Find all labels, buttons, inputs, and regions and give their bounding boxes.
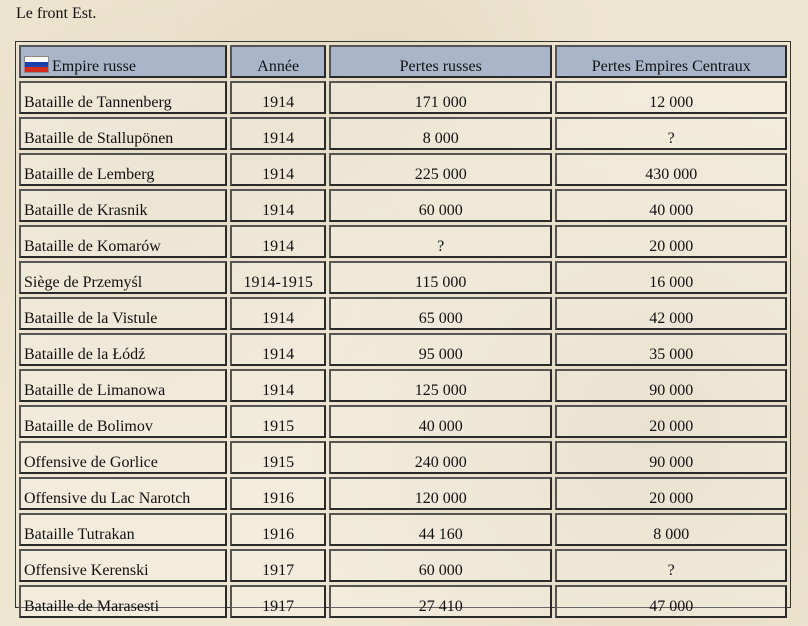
table-row	[19, 261, 787, 294]
central-powers-losses-cell: 20 000	[555, 225, 787, 258]
header-empire-russe-label: Empire russe	[52, 58, 136, 75]
table-row	[19, 549, 787, 582]
russian-losses-cell: 95 000	[329, 333, 552, 366]
battle-name-cell: Bataille Tutrakan	[19, 513, 227, 546]
table-row	[19, 333, 787, 366]
central-powers-losses-cell: ?	[555, 117, 787, 150]
table-row	[19, 441, 787, 474]
year-cell: 1914	[230, 117, 326, 150]
russian-losses-cell: 60 000	[329, 549, 552, 582]
header-pertes-empires-centraux: Pertes Empires Centraux	[555, 45, 787, 78]
year-cell: 1914	[230, 333, 326, 366]
header-empire-russe	[19, 45, 227, 78]
central-powers-losses-cell: 430 000	[555, 153, 787, 186]
russian-losses-cell: ?	[329, 225, 552, 258]
year-cell: 1915	[230, 441, 326, 474]
russian-losses-cell: 240 000	[329, 441, 552, 474]
russian-losses-cell: 40 000	[329, 405, 552, 438]
central-powers-losses-cell: 12 000	[555, 81, 787, 114]
table-row	[19, 513, 787, 546]
header-annee: Année	[230, 45, 326, 78]
battle-name-cell: Offensive de Gorlice	[19, 441, 227, 474]
central-powers-losses-cell: 8 000	[555, 513, 787, 546]
central-powers-losses-cell: 20 000	[555, 405, 787, 438]
battle-name-cell: Bataille de Tannenberg	[19, 81, 227, 114]
table-caption: Le front Est.	[16, 5, 97, 22]
year-cell: 1914	[230, 153, 326, 186]
year-cell: 1914	[230, 225, 326, 258]
year-cell: 1914-1915	[230, 261, 326, 294]
header-pertes-russes: Pertes russes	[329, 45, 552, 78]
battle-name-cell: Bataille de Limanowa	[19, 369, 227, 402]
central-powers-losses-cell: 90 000	[555, 369, 787, 402]
losses-table	[16, 42, 790, 621]
russian-losses-cell: 125 000	[329, 369, 552, 402]
battle-name-cell: Bataille de Krasnik	[19, 189, 227, 222]
year-cell: 1914	[230, 369, 326, 402]
russian-flag-icon	[24, 56, 49, 73]
table-row	[19, 405, 787, 438]
table-row	[19, 297, 787, 330]
russian-losses-cell: 225 000	[329, 153, 552, 186]
central-powers-losses-cell: 35 000	[555, 333, 787, 366]
year-cell: 1914	[230, 297, 326, 330]
table-row	[19, 369, 787, 402]
table-row	[19, 585, 787, 618]
battle-name-cell: Bataille de Bolimov	[19, 405, 227, 438]
battle-name-cell: Bataille de la Łódź	[19, 333, 227, 366]
losses-table-frame	[15, 41, 791, 615]
russian-losses-cell: 60 000	[329, 189, 552, 222]
table-row	[19, 189, 787, 222]
battle-name-cell: Bataille de Stallupönen	[19, 117, 227, 150]
central-powers-losses-cell: 20 000	[555, 477, 787, 510]
russian-losses-cell: 115 000	[329, 261, 552, 294]
central-powers-losses-cell: 40 000	[555, 189, 787, 222]
year-cell: 1916	[230, 477, 326, 510]
russian-losses-cell: 27 410	[329, 585, 552, 618]
russian-losses-cell: 65 000	[329, 297, 552, 330]
central-powers-losses-cell: 16 000	[555, 261, 787, 294]
central-powers-losses-cell: 47 000	[555, 585, 787, 618]
central-powers-losses-cell: ?	[555, 549, 787, 582]
table-row	[19, 81, 787, 114]
battle-name-cell: Siège de Przemyśl	[19, 261, 227, 294]
battle-name-cell: Offensive Kerenski	[19, 549, 227, 582]
year-cell: 1917	[230, 585, 326, 618]
table-body	[19, 81, 787, 618]
battle-name-cell: Bataille de Marasesti	[19, 585, 227, 618]
battle-name-cell: Bataille de la Vistule	[19, 297, 227, 330]
table-header-row	[19, 45, 787, 78]
year-cell: 1916	[230, 513, 326, 546]
russian-losses-cell: 171 000	[329, 81, 552, 114]
year-cell: 1917	[230, 549, 326, 582]
year-cell: 1914	[230, 81, 326, 114]
central-powers-losses-cell: 42 000	[555, 297, 787, 330]
year-cell: 1914	[230, 189, 326, 222]
table-row	[19, 477, 787, 510]
russian-losses-cell: 120 000	[329, 477, 552, 510]
russian-losses-cell: 44 160	[329, 513, 552, 546]
year-cell: 1915	[230, 405, 326, 438]
table-row	[19, 153, 787, 186]
central-powers-losses-cell: 90 000	[555, 441, 787, 474]
battle-name-cell: Offensive du Lac Narotch	[19, 477, 227, 510]
battle-name-cell: Bataille de Lemberg	[19, 153, 227, 186]
table-row	[19, 225, 787, 258]
battle-name-cell: Bataille de Komarów	[19, 225, 227, 258]
russian-losses-cell: 8 000	[329, 117, 552, 150]
table-row	[19, 117, 787, 150]
